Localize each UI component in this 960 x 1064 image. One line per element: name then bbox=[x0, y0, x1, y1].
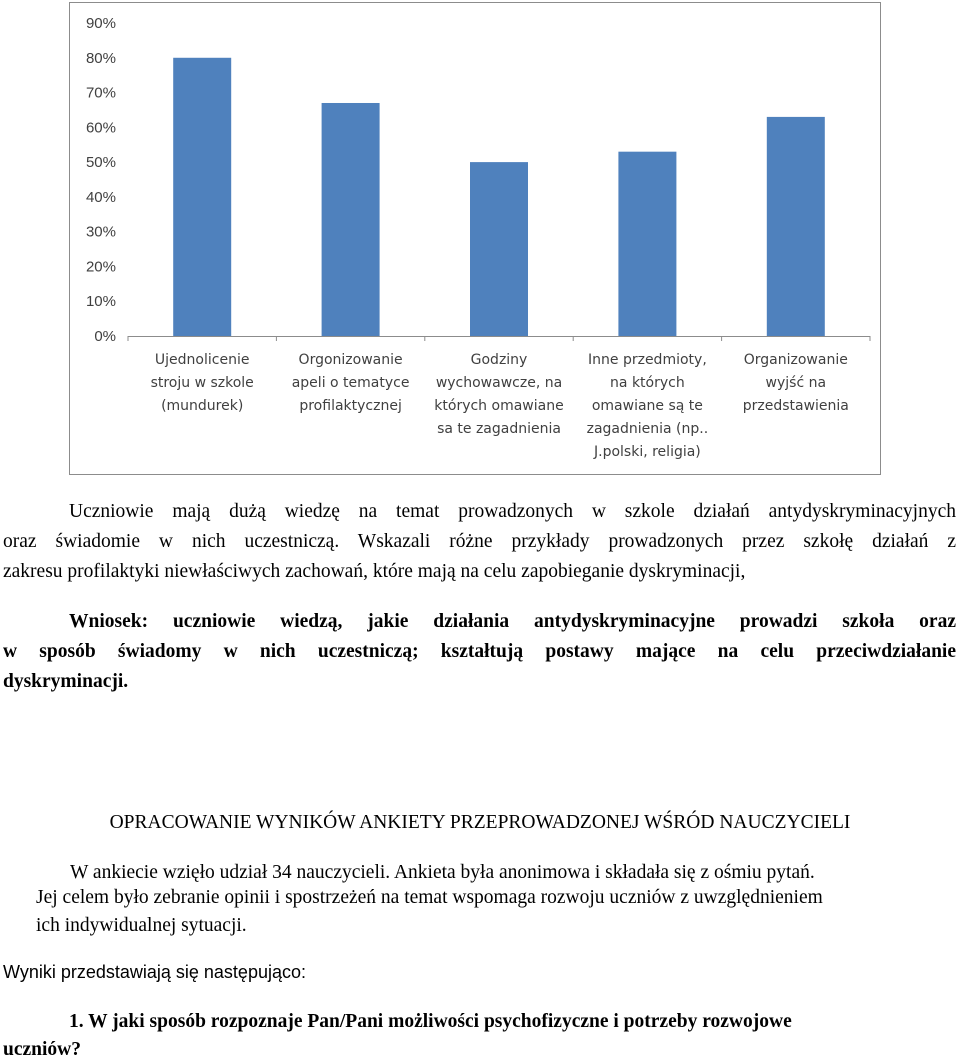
category-label: Orgonizowanie apeli o tematyce profilaktycznej bbox=[291, 352, 410, 414]
y-tick-label: 80% bbox=[85, 49, 116, 67]
bar bbox=[173, 58, 231, 336]
category-label: Godziny wychowawcze, na których omawiane sa te zagadnienia bbox=[434, 352, 564, 437]
summary-line-3: zakresu profilaktyki niewłaściwych zachowań, które mają na celu zapobieganie dyskryminacji, bbox=[3, 561, 746, 582]
summary-line-2: oraz świadomie w nich uczestniczą. Wskazali różne przykłady prowadzonych przez szkołę działań z bbox=[3, 531, 956, 552]
y-tick-label: 60% bbox=[85, 119, 116, 137]
survey-info-line-1: W ankiecie wzięło udział 34 nauczycieli. Ankieta była anonimowa i składała się z ośmiu pytań. bbox=[70, 862, 815, 883]
chart-frame bbox=[69, 2, 881, 475]
y-tick-label: 30% bbox=[85, 223, 116, 241]
conclusion-line-2: w sposób świadomy w nich uczestniczą; kształtują postawy mające na celu przeciwdziałanie bbox=[3, 641, 956, 662]
bar bbox=[470, 162, 528, 336]
survey-info-line-3: ich indywidualnej sytuacji. bbox=[36, 915, 247, 936]
y-tick-label: 0% bbox=[94, 328, 116, 345]
question-1-line-2: uczniów? bbox=[3, 1039, 81, 1060]
bar bbox=[618, 152, 676, 336]
y-tick-label: 50% bbox=[85, 154, 116, 172]
summary-line-1: Uczniowie mają dużą wiedzę na temat prowadzonych w szkole działań antydyskryminacyjnych bbox=[69, 501, 956, 522]
y-tick-label: 70% bbox=[85, 84, 116, 102]
category-label: Organizowanie wyjść na przedstawienia bbox=[742, 352, 849, 414]
results-intro: Wyniki przedstawiają się następująco: bbox=[3, 962, 306, 982]
y-tick-label: 10% bbox=[85, 293, 116, 311]
conclusion-line-1: Wniosek: uczniowie wiedzą, jakie działania antydyskryminacyjne prowadzi szkoła oraz bbox=[69, 611, 956, 632]
question-1-line-1: 1. W jaki sposób rozpoznaje Pan/Pani możliwości psychofizyczne i potrzeby rozwojowe bbox=[69, 1011, 792, 1032]
question-1 bbox=[3, 1008, 956, 1064]
category-label: Ujednolicenie stroju w szkole (mundurek) bbox=[150, 352, 254, 414]
summary-paragraph bbox=[3, 497, 956, 587]
bar bbox=[767, 117, 825, 336]
category-label: Inne przedmioty, na których omawiane są te zagadnienia (np.. J.polski, religia) bbox=[586, 352, 709, 460]
conclusion-paragraph bbox=[3, 607, 956, 697]
section-heading: OPRACOWANIE WYNIKÓW ANKIETY PRZEPROWADZONEJ WŚRÓD NAUCZYCIELI bbox=[109, 812, 851, 833]
survey-info-line-2: Jej celem było zebranie opinii i spostrzeżeń na temat wspomaga rozwoju uczniów z uwzględnieniem bbox=[36, 887, 823, 908]
y-tick-label: 40% bbox=[85, 188, 116, 206]
conclusion-line-3: dyskryminacji. bbox=[3, 671, 129, 692]
bar bbox=[322, 103, 380, 336]
survey-info-paragraph bbox=[36, 884, 951, 940]
y-tick-label: 20% bbox=[85, 258, 116, 276]
y-tick-label: 90% bbox=[85, 15, 116, 32]
